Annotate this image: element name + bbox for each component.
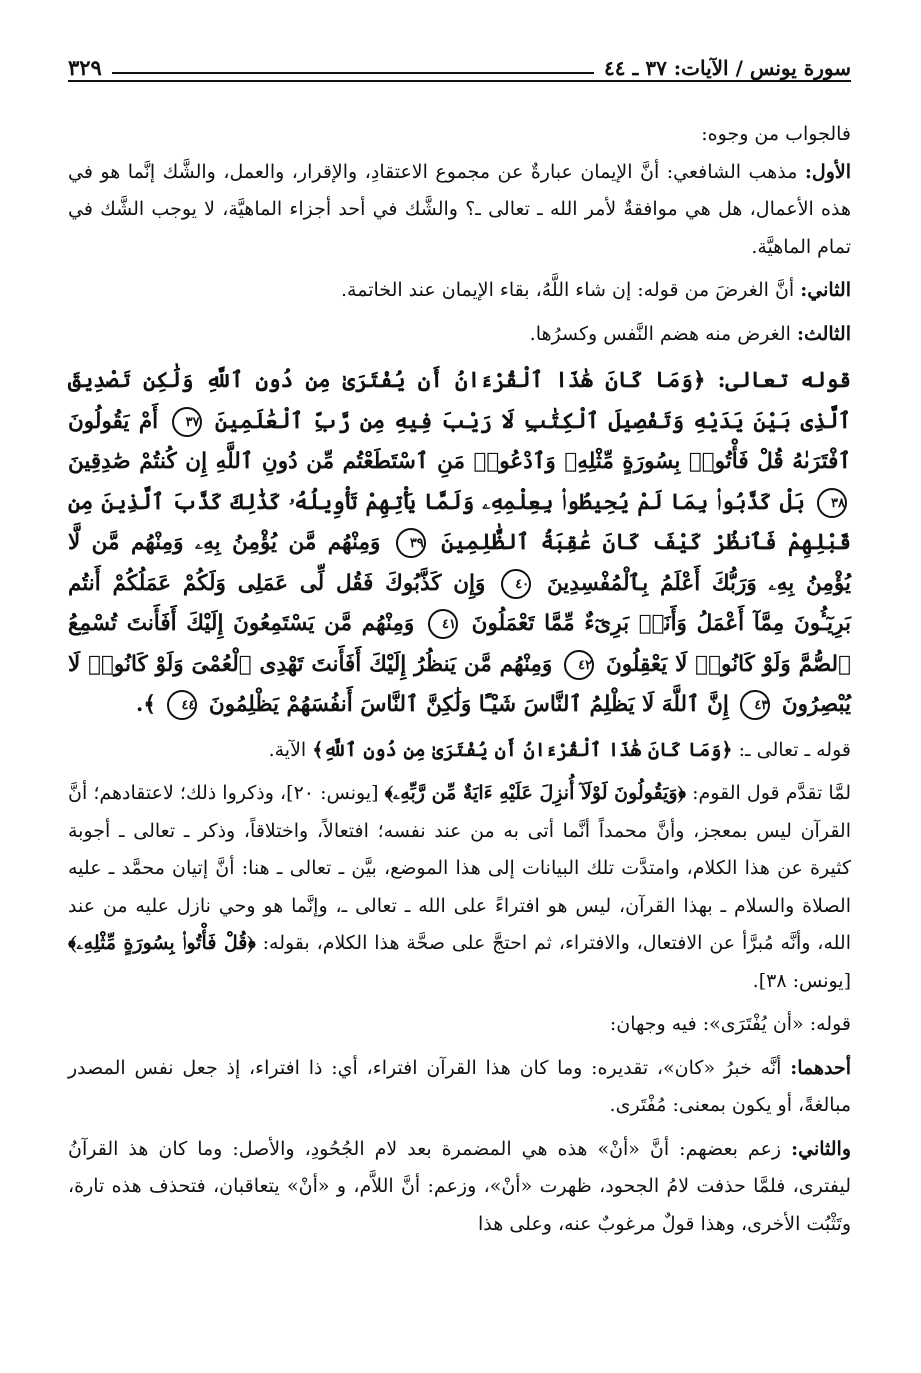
paragraph-text: أنَّ الغرضَ من قوله: إن شاء اللَّهُ، بقاء الإيمان عند الخاتمة. [341,279,801,301]
surah-title: سورة يونس / الآيات: ٣٧ ـ ٤٤ [604,56,851,80]
quran-verse-text: وَإِن كَذَّبُوكَ فَقُل لِّى عَمَلِى وَلَكُمْ عَمَلُكُمْ أَنتُم بَرِيٓـُٔونَ مِمَّآ أَعْمَلُ وَأَنَا۠ بَرِىٓءٌ مِّمَّا تَعْمَلُونَ [68,570,851,636]
ayah-number-marker: ٣٩ [396,528,426,558]
paragraph-text: أنَّه خبرُ «كان»، تقديره: وما كان هذا القرآن افتراء، أي: ذا افتراء، إذ جعل نفس المصدر مبالغةً، أو يكون بمعنى: مُفْتَرى. [68,1056,851,1116]
quran-intro: قوله تعالى: [705,368,851,393]
quran-verse-text: وَمِنْهُم مَّن يَسْتَمِعُونَ إِلَيْكَ أَفَأَنتَ تُسْمِعُ ٱلصُّمَّ وَلَوْ كَانُوا۟ لَا يَعْقِلُونَ [68,611,851,677]
page-content [68,116,851,1243]
quran-verse-text: إِنَّ ٱللَّهَ لَا يَظْلِمُ ٱلنَّاسَ شَيْـًٔا وَلَٰكِنَّ ٱلنَّاسَ أَنفُسَهُمْ يَظْلِمُونَ [208,692,729,717]
paragraph-text: قوله ـ تعالى ـ: [732,738,851,761]
ayah-number-marker: ٤٠ [501,569,531,599]
paragraph-commentary-heading [68,732,851,770]
quran-verse-text: ﴿وَمَا كَانَ هَٰذَا ٱلْقُرْءَانُ أَن يُفْتَرَىٰ مِن دُونِ ٱللَّهِ وَلَٰكِن تَصْدِيقَ ٱلَّذِى بَيْنَ يَدَيْهِ وَتَفْصِيلَ ٱلْكِتَٰبِ لَا رَيْبَ فِيهِ مِن رَّبِّ ٱلْعَٰلَمِينَ [68,368,851,434]
quran-verse-text: وَمِنْهُم مَّن يُؤْمِنُ بِهِۦ وَمِنْهُم مَّن لَّا يُؤْمِنُ بِهِۦ وَرَبُّكَ أَعْلَمُ بِٱلْمُفْسِدِينَ [68,530,851,596]
paragraph-aspect-two [68,1131,851,1244]
quran-quote: ﴿قُلْ فَأْتُوا۟ بِسُورَةٍ مِّثْلِهِۦ﴾ [68,932,256,954]
paragraph-text: مذهب الشافعي: أنَّ الإيمان عبارةٌ عن مجموع الاعتقادِ، والإقرار، والعمل، والشَّك إنَّما هو في هذه الأعمال، هل هي موافقةٌ لأمر الله ـ تعالى ـ؟ والشَّك في أحد أجزاء الماهيَّة، لا يوجب الشَّك في تمام الماهيَّة. [68,160,851,258]
paragraph-intro: فالجواب من وجوه: [701,123,851,145]
paragraph-two-aspects: قوله: «أن يُفْتَرَى»: فيه وجهان: [609,1013,851,1035]
paragraph-text: الغرض منه هضم النَّفس وكسرُها. [529,322,797,345]
quran-verse-text: بَلْ كَذَّبُوا۟ بِمَا لَمْ يُحِيطُوا۟ بِعِلْمِهِۦ وَلَمَّا يَأْتِهِمْ تَأْوِيلُهُۥ كَذَٰلِكَ كَذَّبَ ٱلَّذِينَ مِن قَبْلِهِمْ فَٱنظُرْ كَيْفَ كَانَ عَٰقِبَةُ ٱلظَّٰلِمِينَ [68,489,851,555]
ayah-number-marker: ٤٤ [167,690,197,720]
quran-passage [68,361,851,726]
quran-verse-text: أَمْ يَقُولُونَ ٱفْتَرَىٰهُ قُلْ فَأْتُوا۟ بِسُورَةٍ مِّثْلِهِۦ وَٱدْعُوا۟ مَنِ ٱسْتَطَعْتُم مِّن دُونِ ٱللَّهِ إِن كُنتُمْ صَٰدِقِينَ [68,408,851,474]
paragraph-text: زعم بعضهم: أنَّ «أنْ» هذه هي المضمرة بعد لام الجُحُودِ، والأصل: وما كان هذ القرآنُ ليفترى، فلمَّا حذفت لامُ الجحود، ظهرت «أنْ»، وزعم: أنَّ اللاَّم، و «أنْ» يتعاقبان، فتحذف هذه تارة، وتَثْبُت الأخرى، وهذا قولٌ مرغوبٌ عنه، وعلى هذا [68,1137,851,1235]
paragraph-lead: الثاني: [800,279,851,301]
paragraph-lead: الأول: [804,160,851,183]
paragraph-aspect-one [68,1050,851,1125]
ayah-number-marker: ٤١ [428,609,458,639]
paragraph-first-aspect [68,154,851,267]
page-number: ٣٢٩ [68,55,102,80]
quran-quote: ﴿وَيَقُولُونَ لَوْلَآ أُنزِلَ عَلَيْهِ ءَايَةٌ مِّن رَّبِّهِۦ﴾ [384,782,687,804]
ayah-number-marker: ٣٨ [817,488,847,518]
quran-verse-text: وَمِنْهُم مَّن يَنظُرُ إِلَيْكَ أَفَأَنتَ تَهْدِى ٱلْعُمْىَ وَلَوْ كَانُوا۟ لَا يُبْصِرُونَ [68,651,851,717]
quran-quote: ﴿وَمَا كَانَ هَٰذَا ٱلْقُرْءَانُ أَن يُفْتَرَىٰ مِن دُونِ ٱللَّهِ﴾ [312,738,733,761]
ayah-number-marker: ٤٣ [740,690,770,720]
running-header [68,44,851,82]
paragraph-text: [يونس: ٢٠]، وذكروا ذلك؛ لاعتقادهم؛ أنَّ القرآن ليس بمعجز، وأنَّ محمداً أنَّما أتى به من عند نفسه؛ افتعالاً، واختلاقاً، وذكر ـ تعالى ـ أجوبة كثيرة عن هذا الكلام، وامتدَّت تلك البيانات إلى هذا الموضع، بيَّن ـ تعالى ـ هنا: أنَّ إتيان محمَّد ـ عليه الصلاة والسلام ـ بهذا القرآن، ليس هو افتراءً على الله ـ تعالى ـ، وإنَّما هو وحي نازل عليه من عند الله، وأنَّه مُبرَّأ عن الافتعال، والافتراء، ثم احتجَّ على صحَّة هذا الكلام، بقوله: [68,782,851,954]
paragraph-lead: والثاني: [791,1137,851,1160]
quran-closing-bracket: ﴾. [135,692,156,717]
paragraph-lead: أحدهما: [790,1056,851,1079]
paragraph-text: الآية. [268,738,313,761]
paragraph-commentary-body [68,775,851,1000]
paragraph-third-aspect [68,316,851,354]
ayah-number-marker: ٤٢ [564,650,594,680]
header-rule [112,72,594,74]
paragraph-text: [يونس: ٣٨]. [752,969,851,992]
paragraph-lead: الثالث: [796,322,851,345]
paragraph-second-aspect [68,272,851,310]
ayah-number-marker: ٣٧ [172,407,202,437]
paragraph-text: لمَّا تقدَّم قول القوم: [686,782,851,804]
